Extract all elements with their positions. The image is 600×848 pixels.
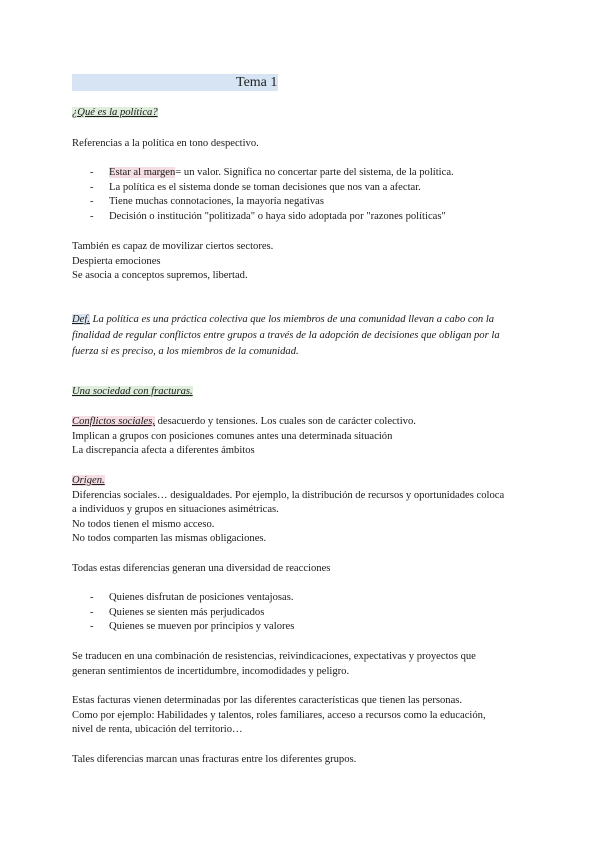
- page-title: Tema 1: [236, 75, 278, 90]
- list-item: - La política es el sistema donde se toman decisiones que nos van a afectar.: [90, 181, 421, 193]
- fracturas-heading-block: [72, 385, 532, 400]
- politics-list: [72, 166, 532, 224]
- question-heading: ¿Qué es la política?: [72, 107, 158, 118]
- fracturas-heading: Una sociedad con fracturas.: [72, 386, 193, 397]
- conflictos-block: Conflictos sociales, desacuerdo y tensiones. Los cuales son de carácter colectivo. Implican a grupos con posiciones comunes antes una determinada situación La discrepancia afecta a diferentes ámbitos: [72, 416, 416, 456]
- list-item: - Estar al margen= un valor. Significa no concertar parte del sistema, de la política.: [90, 167, 454, 178]
- list-item: - Quienes disfrutan de posiciones ventajosas.: [90, 592, 294, 603]
- definition-block: Def. La política es una práctica colectiva que los miembros de una comunidad llevan a cabo con la finalidad de regular conflictos entre grupos a través de la adopción de decisiones que obligan por la fuerza si es preciso, a los miembros de la comunidad.: [72, 314, 500, 357]
- origen-label: Origen.: [72, 475, 105, 486]
- final-paragraph: Tales diferencias marcan unas fracturas entre los diferentes grupos.: [72, 754, 357, 765]
- todas-paragraph: Todas estas diferencias generan una diversidad de reacciones: [72, 563, 331, 574]
- para-emotions: También es capaz de movilizar ciertos sectores. Despierta emociones Se asocia a conceptos supremos, libertad.: [72, 241, 274, 281]
- refs-paragraph: Referencias a la política en tono despectivo.: [72, 138, 259, 149]
- definition-label: Def.: [72, 314, 90, 325]
- conflictos-label: Conflictos sociales,: [72, 416, 155, 427]
- list-item: - Decisión o institución "politizada" o haya sido adoptada por "razones políticas": [90, 210, 446, 222]
- origen-block: Origen. Diferencias sociales… desigualdades. Por ejemplo, la distribución de recursos y oportunidades coloca a individuos y grupos en situaciones asimétricas. No todos tienen el mismo acceso. No todos comparten las mismas obligaciones.: [72, 475, 505, 544]
- traducen-paragraph: Se traducen en una combinación de resistencias, reivindicaciones, expectativas y proyectos que generan sentimientos de incertidumbre, incomodidades y peligro.: [72, 651, 476, 677]
- list-item: - Quienes se sienten más perjudicados: [90, 606, 265, 618]
- list-item: - Quienes se mueven por principios y valores: [90, 621, 295, 632]
- reactions-list: [72, 591, 532, 635]
- question-heading-block: [72, 106, 532, 121]
- list-item: - Tiene muchas connotaciones, la mayoría negativas: [90, 196, 324, 207]
- fracturas-paragraph: Estas facturas vienen determinadas por las diferentes características que tienen las personas. Como por ejemplo: Habilidades y talentos, roles familiares, acceso a recursos como la educación, nivel de renta, ubicación del territorio…: [72, 695, 486, 735]
